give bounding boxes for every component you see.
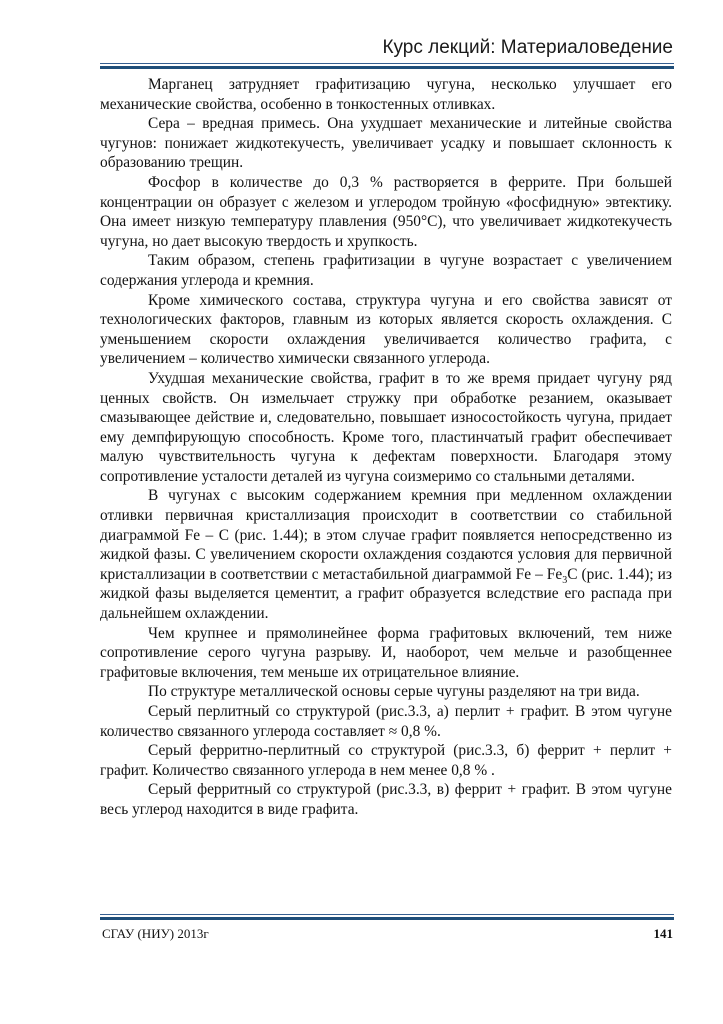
paragraph-crystallization bbox=[100, 486, 672, 623]
paragraph-cooling-rate: Кроме химического состава, структура чугуна и его свойства зависят от технологических факторов, главным из которых является скорость охлаждения. С уменьшением скорости охлаждения увеличивается количество графита, с увеличением – количество химически связанного углерода. bbox=[100, 291, 672, 368]
paragraph-crystallization-part1: В чугунах с высоким содержанием кремния при медленном охлаждении отливки первичная кристаллизация происходит в соответствии со стабильной диаграммой Fe – C (рис. 1.44); в этом случае графит появляется непосредственно из жидкой фазы. С увеличением скорости охлаждения создаются условия для первичной кристаллизации в соответствии с метастабильной диаграммой Fe – Fe bbox=[100, 487, 672, 583]
header-divider-thin bbox=[100, 63, 674, 64]
paragraph-graphite-shape: Чем крупнее и прямолинейнее форма графитовых включений, тем ниже сопротивление серого чугуна разрыву. И, наоборот, чем мельче и разобщеннее графитовые включения, тем меньше их отрицательное влияние. bbox=[100, 624, 672, 681]
page-number: 141 bbox=[653, 926, 673, 941]
header-divider-thick bbox=[100, 66, 674, 69]
footer-divider-thick bbox=[100, 917, 674, 920]
body-text bbox=[100, 75, 672, 820]
paragraph-sulfur: Сера – вредная примесь. Она ухудшает механические и литейные свойства чугунов: понижает жидкотекучесть, увеличивает усадку и повышает склонность к образованию трещин. bbox=[100, 115, 672, 172]
footer-divider-thin bbox=[100, 914, 674, 915]
paragraph-crystallization-part2: C (рис. 1.44); из жидкой фазы выделяется цементит, а графит образуется вследствие его распада при дальнейшем охлаждении. bbox=[100, 565, 672, 623]
paragraph-pearlitic: Серый перлитный со структурой (рис.3.3, а) перлит + графит. В этом чугуне количество связанного углерода составляет ≈ 0,8 %. bbox=[100, 703, 672, 740]
paragraph-types-intro: По структуре металлической основы серые чугуны разделяют на три вида. bbox=[148, 683, 640, 701]
footer-institution: СГАУ (НИУ) 2013г bbox=[102, 926, 209, 941]
paragraph-graphitization-summary: Таким образом, степень графитизации в чугуне возрастает с увеличением содержания углерода и кремния. bbox=[100, 252, 672, 289]
paragraph-graphite-properties: Ухудшая механические свойства, графит в то же время придает чугуну ряд ценных свойств. Он измельчает стружку при обработке резанием, оказывает смазывающее действие и, следовательно, повышает износостойкость чугуна, придает ему демпфирующую способность. Кроме того, пластинчатый графит обеспечивает малую чувствительность чугуна к дефектам поверхности. Благодаря этому сопротивление усталости деталей из чугуна соизмеримо со стальными деталями. bbox=[100, 369, 672, 485]
paragraph-ferritic: Серый ферритный со структурой (рис.3.3, в) феррит + графит. В этом чугуне весь углерод находится в виде графита. bbox=[100, 781, 672, 818]
paragraph-manganese: Марганец затрудняет графитизацию чугуна, несколько улучшает его механические свойства, особенно в тонкостенных отливках. bbox=[100, 76, 672, 113]
paragraph-phosphorus: Фосфор в количестве до 0,3 % растворяется в феррите. При большей концентрации он образует с железом и углеродом тройную «фосфидную» эвтектику. Она имеет низкую температуру плавления (950°С), что увеличивает жидкотекучесть чугуна, но дает высокую твердость и хрупкость. bbox=[100, 173, 672, 250]
subscript-3: 3 bbox=[562, 574, 568, 586]
paragraph-ferritic-pearlitic: Серый ферритно-перлитный со структурой (рис.3.3, б) феррит + перлит + графит. Количество связанного углерода в нем менее 0,8 % . bbox=[100, 742, 672, 779]
page-header-title: Курс лекций: Материаловедение bbox=[382, 37, 673, 58]
